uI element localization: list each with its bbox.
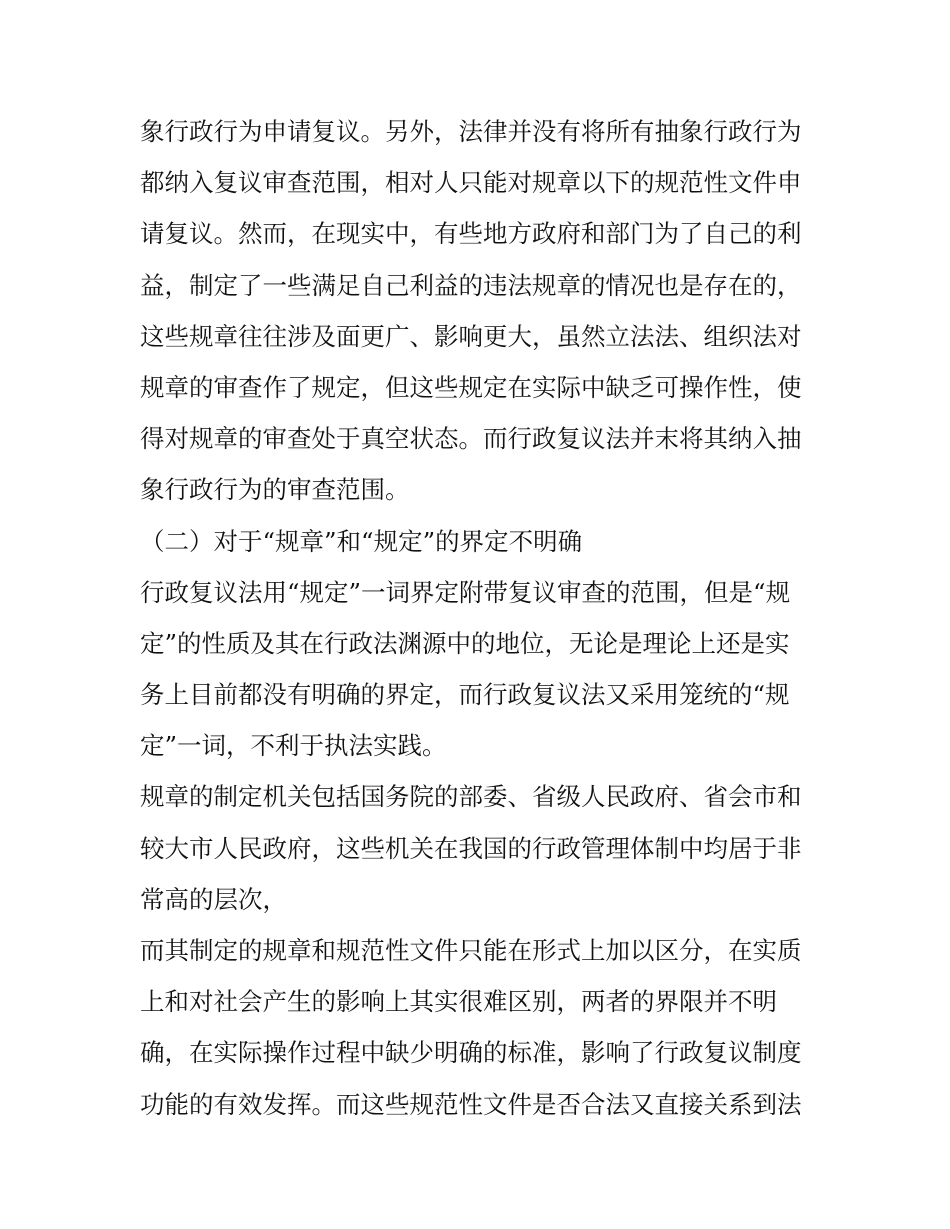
text-line: 定”一词，不利于执法实践。 — [140, 731, 447, 761]
document-body — [140, 106, 820, 1130]
section-heading: （二）对于“规章”和“规定”的界定不明确 — [140, 526, 583, 556]
text-line: 上和对社会产生的影响上其实很难区别，两者的界限并不明 — [140, 987, 777, 1017]
text-line: 定”的性质及其在行政法渊源中的地位，无论是理论上还是实 — [140, 628, 790, 658]
text-line: 象行政行为申请复议。另外，法律并没有将所有抽象行政行为 — [140, 117, 802, 146]
text-line: 常高的层次， — [140, 884, 287, 914]
text-line: 这些规章往往涉及面更广、影响更大，虽然立法法、组织法对 — [140, 321, 802, 351]
text-line: 确，在实际操作过程中缺少明确的标准，影响了行政复议制度 — [140, 1038, 802, 1068]
text-line: 较大市人民政府，这些机关在我国的行政管理体制中均居于非 — [140, 833, 802, 863]
text-line: 得对规章的审查处于真空状态。而行政复议法并末将其纳入抽 — [140, 424, 802, 454]
text-line: 象行政行为的审查范围。 — [140, 475, 410, 505]
text-line: 而其制定的规章和规范性文件只能在形式上加以区分，在实质 — [140, 936, 802, 965]
text-line: 规章的制定机关包括国务院的部委、省级人民政府、省会市和 — [140, 782, 802, 812]
text-line: 功能的有效发挥。而这些规范性文件是否合法又直接关系到法 — [140, 1089, 802, 1119]
text-line: 务上目前都没有明确的界定，而行政复议法又采用笼统的“规 — [140, 680, 790, 710]
text-line: 请复议。然而，在现实中，有些地方政府和部门为了自己的利 — [140, 219, 802, 249]
text-line: 都纳入复议审查范围，相对人只能对规章以下的规范性文件申 — [140, 168, 802, 198]
text-line: 规章的审查作了规定，但这些规定在实际中缺乏可操作性，使 — [140, 372, 802, 402]
text-line: 益，制定了一些满足自己利益的违法规章的情况也是存在的， — [140, 270, 802, 300]
text-line: 行政复议法用“规定”一词界定附带复议审查的范围，但是“规 — [140, 577, 791, 607]
